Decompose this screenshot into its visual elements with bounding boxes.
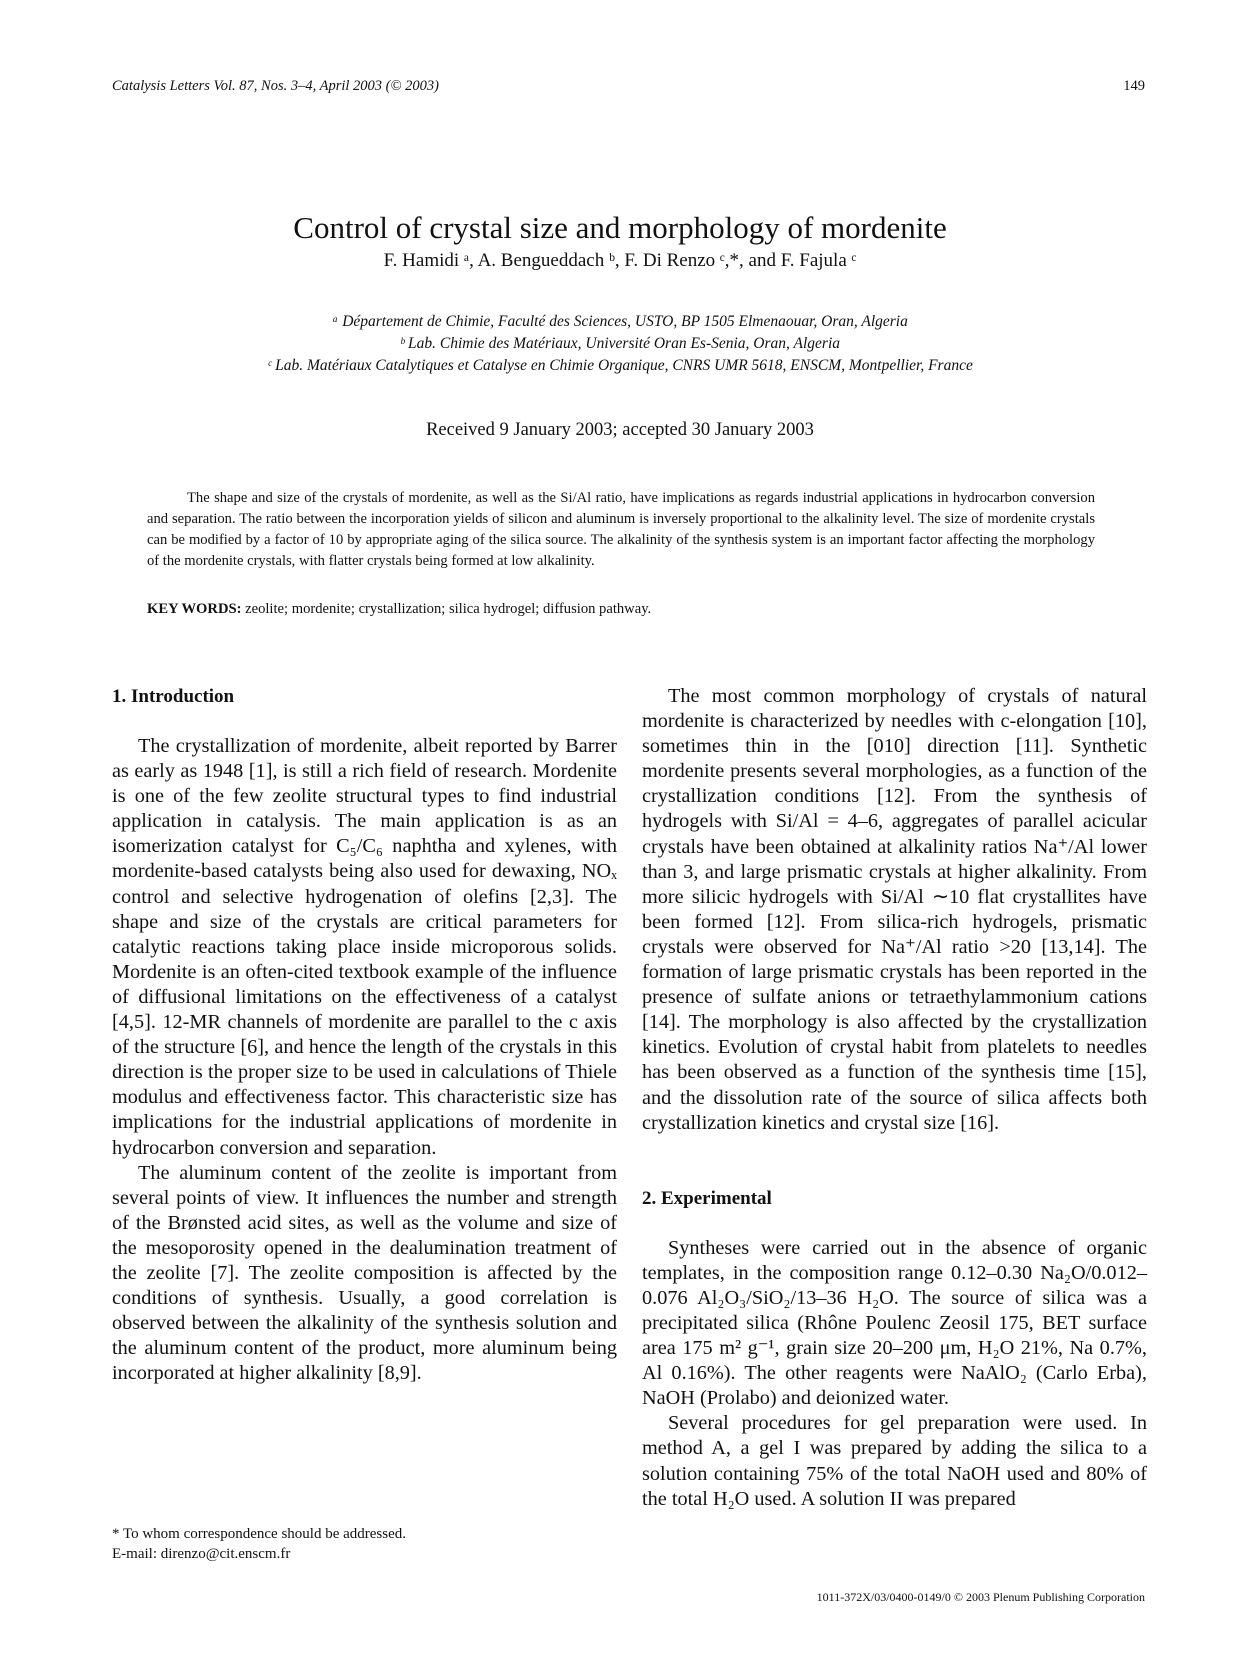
footnote — [112, 1524, 406, 1564]
section-heading-introduction: 1. Introduction — [112, 686, 235, 707]
paragraph: The most common morphology of crystals of natural mordenite is characterized by needles with c-elongation [10], sometimes thin in the [010] direction [11]. Synthetic mordenite presents several morphologies, as a function of the crystallization conditions [12]. From the synthesis of hydrogels with Si/Al = 4–6, aggregates of parallel acicular crystals have been obtained at alkalinity ratios Na⁺/Al lower than 3, and large prismatic crystals at higher alkalinity. From more silicic hydrogels with Si/Al ∼10 flat crystallites have been formed [12]. From silica-rich hydrogels, prismatic crystals were observed for Na⁺/Al ratio >20 [13,14]. The formation of large prismatic crystals has been reported in the presence of sulfate anions or tetraethylammonium cations [14]. The morphology is also affected by the crystallization kinetics. Evolution of crystal habit from platelets to needles has been observed as a function of the synthesis time [15], and the dissolution rate of the source of silica affects both crystallization kinetics and crystal size [16]. — [642, 685, 1147, 1134]
footnote-email: E-mail: direnzo@cit.enscm.fr — [112, 1546, 291, 1562]
paragraph: The aluminum content of the zeolite is important from several points of view. It influences the number and strength of the Brønsted acid sites, as well as the volume and size of the mesoporosity opened in the dealumination treatment of the zeolite [7]. The zeolite composition is affected by the conditions of synthesis. Usually, a good correlation is observed between the alkalinity of the synthesis solution and the aluminum content of the product, more aluminum being incorporated at higher alkalinity [8,9]. — [112, 1161, 617, 1385]
affiliation-b: ᵇ Lab. Chimie des Matériaux, Université Oran Es-Senia, Oran, Algeria — [400, 335, 840, 352]
copyright-footer: 1011-372X/03/0400-0149/0 © 2003 Plenum Publishing Corporation — [816, 1590, 1145, 1604]
footnote-correspondence: * To whom correspondence should be addressed. — [112, 1526, 407, 1542]
paragraph: Several procedures for gel preparation were used. In method A, a gel I was prepared by adding the silica to a solution containing 75% of the total NaOH used and 80% of the total H₂O used. A solution II was prepared — [642, 1412, 1147, 1510]
keywords-text: zeolite; mordenite; crystallization; silica hydrogel; diffusion pathway. — [241, 601, 652, 617]
section-heading-experimental: 2. Experimental — [642, 1187, 772, 1209]
abstract: The shape and size of the crystals of mordenite, as well as the Si/Al ratio, have implications as regards industrial applications in hydrocarbon conversion and separation. The ratio between the incorporation yields of silicon and aluminum is inversely proportional to the alkalinity level. The size of mordenite crystals can be modified by a factor of 10 by appropriate aging of the silica source. The alkalinity of the synthesis system is an important factor affecting the morphology of the mordenite crystals, with flatter crystals being formed at low alkalinity. — [147, 490, 1095, 569]
paragraph: The crystallization of mordenite, albeit reported by Barrer as early as 1948 [1], is still a rich field of research. Mordenite is one of the few zeolite structural types to find industrial application in catalysis. The main application is as an isomerization catalyst for C₅/C₆ naphtha and xylenes, with mordenite-based catalysts being also used for dewaxing, NOₓ control and selective hydrogenation of olefins [2,3]. The shape and size of the crystals are critical parameters for catalytic reactions taking place inside microporous solids. Mordenite is an often-cited textbook example of the influence of diffusional limitations on the effectiveness of a catalyst [4,5]. 12-MR channels of mordenite are parallel to the c axis of the structure [6], and hence the length of the crystals in this direction is the proper size to be used in calculations of Thiele modulus and effectiveness factor. This characteristic size has implications for the industrial applications of mordenite in hydrocarbon conversion and separation. — [112, 735, 617, 1159]
authors: F. Hamidi ᵃ, A. Bengueddach ᵇ, F. Di Renzo ᶜ,*, and F. Fajula ᶜ — [383, 250, 857, 271]
running-head: Catalysis Letters Vol. 87, Nos. 3–4, April 2003 (© 2003) — [112, 78, 439, 94]
keywords-label: KEY WORDS: — [147, 601, 242, 617]
received-dates: Received 9 January 2003; accepted 30 January 2003 — [426, 420, 814, 440]
page-number: 149 — [1123, 78, 1145, 94]
affiliation-a: ᵃ Département de Chimie, Faculté des Sciences, USTO, BP 1505 Elmenaouar, Oran, Algeria — [332, 313, 908, 330]
affiliation-c: ᶜ Lab. Matériaux Catalytiques et Catalyse en Chimie Organique, CNRS UMR 5618, ENSCM, Montpellier, France — [267, 357, 973, 374]
keywords — [147, 601, 651, 618]
paragraph: Syntheses were carried out in the absence of organic templates, in the composition range 0.12–0.30 Na₂O/0.012–0.076 Al₂O₃/SiO₂/13–36 H₂O. The source of silica was a precipitated silica (Rhône Poulenc Zeosil 175, BET surface area 175 m² g⁻¹, grain size 20–200 μm, H₂O 21%, Na 0.7%, Al 0.16%). The other reagents were NaAlO₂ (Carlo Erba), NaOH (Prolabo) and deionized water. — [642, 1236, 1147, 1410]
paper-title: Control of crystal size and morphology of mordenite — [293, 210, 947, 245]
right-column — [642, 684, 1147, 1512]
left-column — [112, 684, 617, 1386]
